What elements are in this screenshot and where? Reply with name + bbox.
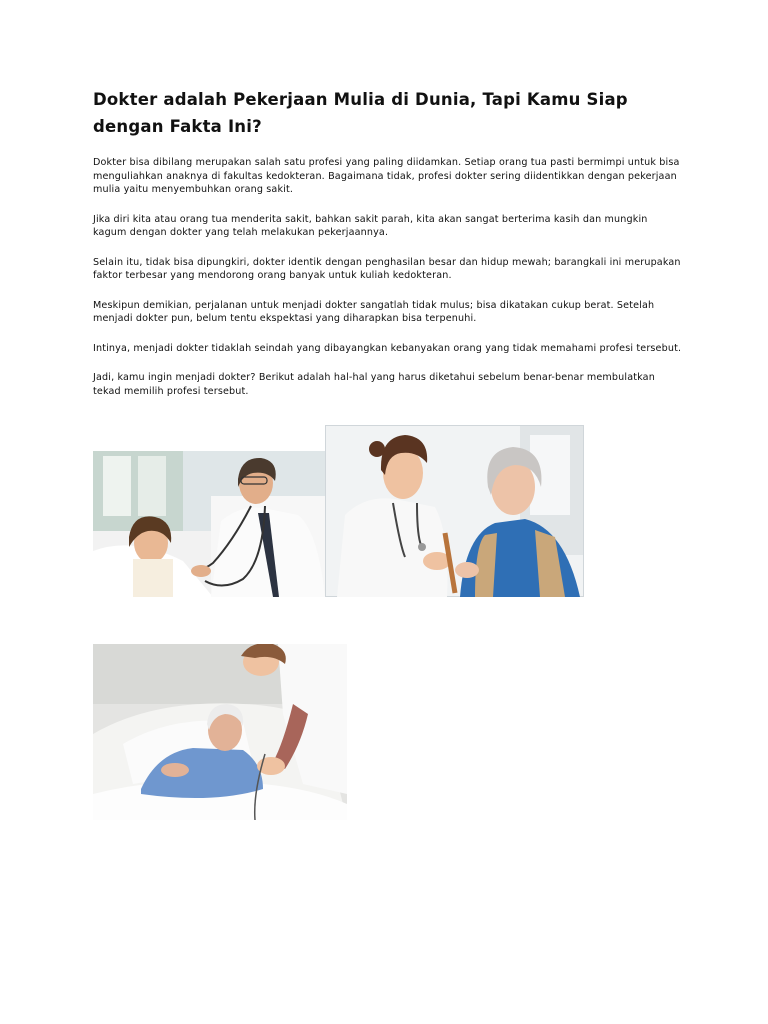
paragraph-5: Intinya, menjadi dokter tidaklah seindah yang dibayangkan kebanyakan orang yang tidak memahami profesi tersebut. — [93, 342, 682, 354]
article-title: Dokter adalah Pekerjaan Mulia di Dunia, Tapi Kamu Siap dengan Fakta Ini? — [93, 90, 628, 136]
photo-doctor-with-child — [93, 451, 325, 597]
paragraph-2: Jika diri kita atau orang tua menderita sakit, bahkan sakit parah, kita akan sangat berterima kasih dan mungkin kagum dengan dokter yang telah melakukan pekerjaannya. — [93, 213, 648, 238]
paragraph-4: Meskipun demikian, perjalanan untuk menjadi dokter sangatlah tidak mulus; bisa dikatakan cukup berat. Setelah menjadi dokter pun, belum tentu ekspektasi yang diharapkan bisa terpenuhi. — [93, 299, 655, 324]
photo-nurse-with-elderly-man — [93, 644, 347, 820]
paragraph-6: Jadi, kamu ingin menjadi dokter? Berikut adalah hal-hal yang harus diketahui sebelum benar-benar membulatkan tekad memilih profesi tersebut. — [93, 372, 655, 397]
photo-nurse-with-elderly-woman — [325, 425, 584, 597]
paragraph-3: Selain itu, tidak bisa dipungkiri, dokter identik dengan penghasilan besar dan hidup mewah; barangkali ini merupakan faktor terbesar yang mendorong orang banyak untuk kuliah kedokteran. — [93, 256, 681, 281]
article-body — [93, 156, 683, 414]
paragraph-1: Dokter bisa dibilang merupakan salah satu profesi yang paling diidamkan. Setiap orang tua pasti bermimpi untuk bisa menguliahkan anaknya di fakultas kedokteran. Bagaimana tidak, profesi dokter sering diidentikkan dengan pekerjaan mulia yaitu menyembuhkan orang sakit. — [93, 157, 680, 195]
